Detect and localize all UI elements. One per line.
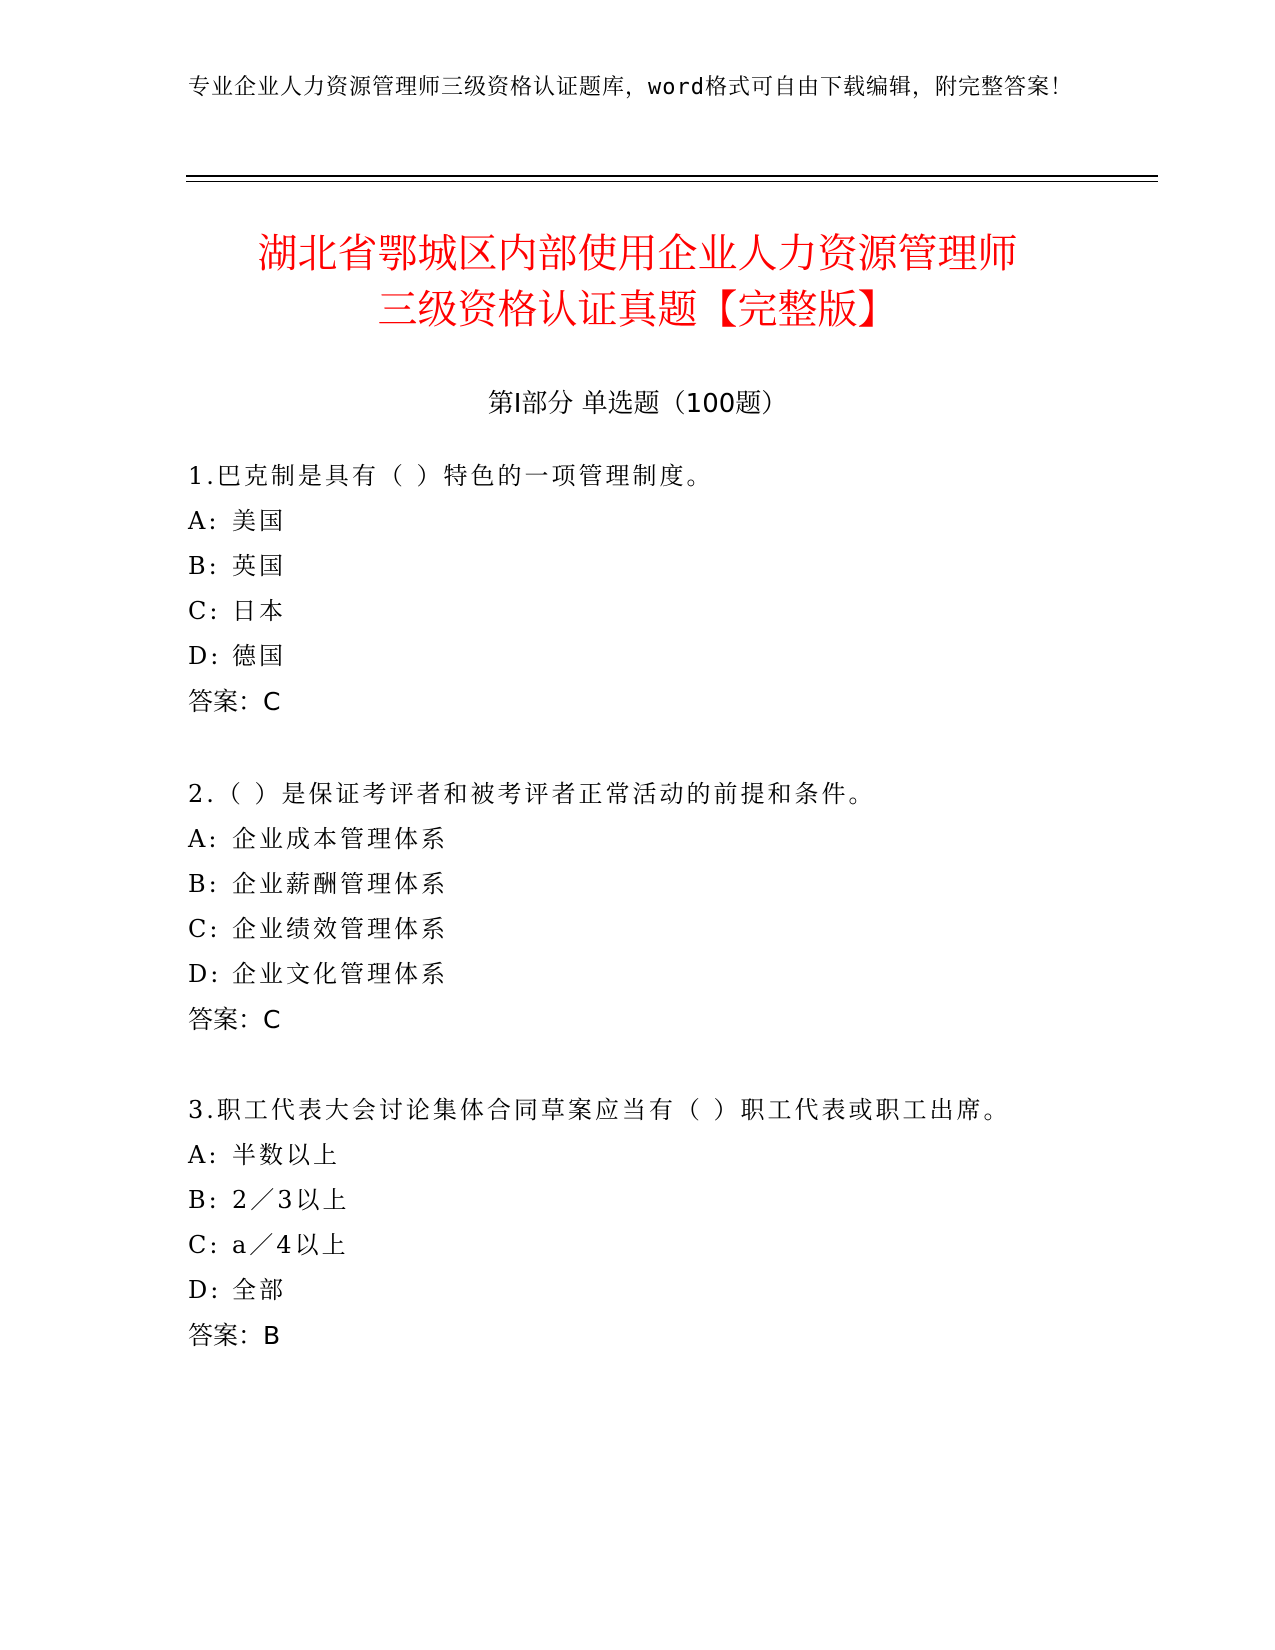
header-rule-thick <box>186 175 1158 177</box>
option-text: 企业成本管理体系 <box>232 825 448 853</box>
option-letter: A: <box>188 1141 220 1169</box>
title-line-2: 三级资格认证真题【完整版】 <box>377 287 898 333</box>
option-text: 半数以上 <box>232 1141 340 1169</box>
option-letter: A: <box>188 825 220 853</box>
option-letter: C: <box>188 597 221 625</box>
option-d <box>188 1268 1088 1313</box>
question-stem: 3.职工代表大会讨论集体合同草案应当有（ ）职工代表或职工出席。 <box>188 1096 1011 1124</box>
option-letter: B: <box>188 552 220 580</box>
document-title <box>150 226 1125 338</box>
option-b <box>188 544 1088 589</box>
option-text: 企业文化管理体系 <box>232 960 448 988</box>
option-a <box>188 1133 1088 1178</box>
answer: 答案：C <box>188 687 281 716</box>
option-text: 美国 <box>232 507 286 535</box>
option-text: 英国 <box>232 552 286 580</box>
option-letter: C: <box>188 1231 221 1259</box>
option-text: 2／3以上 <box>232 1186 350 1214</box>
title-line-1: 湖北省鄂城区内部使用企业人力资源管理师 <box>257 231 1018 277</box>
option-letter: C: <box>188 915 221 943</box>
option-a <box>188 499 1088 544</box>
section-heading: 第Ⅰ部分 单选题（100题） <box>487 389 788 419</box>
option-text: 企业绩效管理体系 <box>232 915 448 943</box>
option-c <box>188 907 1088 952</box>
question-2 <box>188 772 1088 1042</box>
answer: 答案：C <box>188 1005 281 1034</box>
option-b <box>188 862 1088 907</box>
option-letter: B: <box>188 1186 220 1214</box>
option-letter: B: <box>188 870 220 898</box>
question-3 <box>188 1088 1088 1358</box>
question-stem: 1.巴克制是具有（ ）特色的一项管理制度。 <box>188 462 714 490</box>
option-letter: D: <box>188 1276 222 1304</box>
option-text: 企业薪酬管理体系 <box>232 870 448 898</box>
question-stem: 2.（ ）是保证考评者和被考评者正常活动的前提和条件。 <box>188 780 876 808</box>
option-c <box>188 1223 1088 1268</box>
option-c <box>188 589 1088 634</box>
option-text: 日本 <box>232 597 286 625</box>
option-text: 全部 <box>232 1276 286 1304</box>
header-note: 专业企业人力资源管理师三级资格认证题库，word格式可自由下载编辑，附完整答案！ <box>188 75 1073 100</box>
option-text: a／4以上 <box>232 1231 349 1259</box>
option-text: 德国 <box>232 642 286 670</box>
answer: 答案：B <box>188 1321 281 1350</box>
option-letter: D: <box>188 960 222 988</box>
option-d <box>188 952 1088 997</box>
option-a <box>188 817 1088 862</box>
question-1 <box>188 454 1088 724</box>
option-d <box>188 634 1088 679</box>
option-letter: D: <box>188 642 222 670</box>
header-rule-thin <box>186 181 1158 182</box>
option-b <box>188 1178 1088 1223</box>
option-letter: A: <box>188 507 220 535</box>
